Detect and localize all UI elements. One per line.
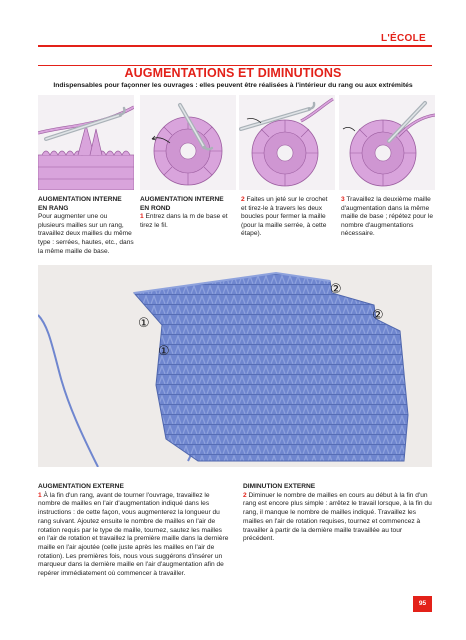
page-number: 95 <box>413 596 432 612</box>
step-illustration-rond-3 <box>339 95 435 190</box>
article-subtitle: Indispensables pour façonner les ouvrages : elles peuvent être réalisées à l'intérieur du rang ou aux extrémités <box>53 82 413 89</box>
column-text: À la fin d'un rang, avant de tourner l'ouvrage, travaillez le nombre de mailles en l'air d'augmentation indiqué dans les instructions : de cette façon, vous augmenterez la longueur du rang suivant. Ajoutez ensuite le nombre de mailles en l'air de rotation requis par le type de maille, tournez, sautez les mailles en l'air de rotation et travaillez la première maille dans la dernière maille en l'air ajoutée (celle juste après les mailles en l'air de rotation). Les premières fois, nous vous suggérons d'insérer un marqueur dans la dernière maille en l'air d'augmentation afin de repérer immédiatement où commencer à travailler. <box>38 491 229 578</box>
top-rule <box>38 45 432 47</box>
marker-1-lower: ① <box>158 344 170 359</box>
step-number: 2 <box>243 491 247 499</box>
column-heading: DIMINUTION EXTERNE <box>243 483 316 490</box>
caption-text: Pour augmenter une ou plusieurs mailles sur un rang, travaillez deux mailles du même type : serrées, hautes, etc., dans la même maille de base. <box>38 213 134 255</box>
column-diminution-externe <box>243 483 434 544</box>
marker-1-upper: ① <box>138 316 150 331</box>
step-illustration-rang <box>38 95 134 190</box>
step-illustration-rond-2 <box>239 95 335 190</box>
step-number: 1 <box>140 213 144 221</box>
caption-augmentation-rond-1 <box>140 196 234 230</box>
step-number: 1 <box>38 491 42 499</box>
column-text: Diminuer le nombre de mailles en cours au début à la fin d'un rang est encore plus simple : arrêtez le travail lorsque, à la fin du rang, il manque le nombre de mailles indiqué. Travaillez les mailles en l'air de rotation requises, tournez et commencez à travailler à partir de la dernière maille travaillée au tour précédent. <box>243 491 432 543</box>
caption-heading-1: AUGMENTATION INTERNE <box>140 196 224 203</box>
caption-augmentation-rang <box>38 196 134 256</box>
column-heading: AUGMENTATION EXTERNE <box>38 483 124 490</box>
caption-text: Faites un jeté sur le crochet et tirez-le à travers les deux boucles pour fermer la maille (pour la maille serrée, à cette étape). <box>241 196 328 238</box>
caption-heading-2: EN ROND <box>140 204 171 212</box>
caption-text: Entrez dans la m de base et tirez le fil. <box>140 213 228 229</box>
step-number: 3 <box>341 196 345 203</box>
caption-text: Travaillez la deuxième maille d'augmentation dans la même maille de base ; répétez pour le nombre d'augmentations nécessaire. <box>341 196 434 238</box>
column-augmentation-externe <box>38 483 231 579</box>
caption-heading-1: AUGMENTATION INTERNE <box>38 196 122 203</box>
marker-2-upper: ② <box>330 282 342 297</box>
caption-augmentation-rond-2 <box>241 196 333 239</box>
caption-heading-2: EN RANG <box>38 204 69 212</box>
article-title: AUGMENTATIONS ET DIMINUTIONS <box>124 66 342 80</box>
section-label: L'ÉCOLE <box>380 33 426 44</box>
swatch-photo <box>38 265 432 467</box>
step-number: 2 <box>241 196 245 203</box>
marker-2-lower: ② <box>372 308 384 323</box>
caption-augmentation-rond-3 <box>341 196 433 239</box>
step-illustration-rond-1 <box>140 95 236 190</box>
